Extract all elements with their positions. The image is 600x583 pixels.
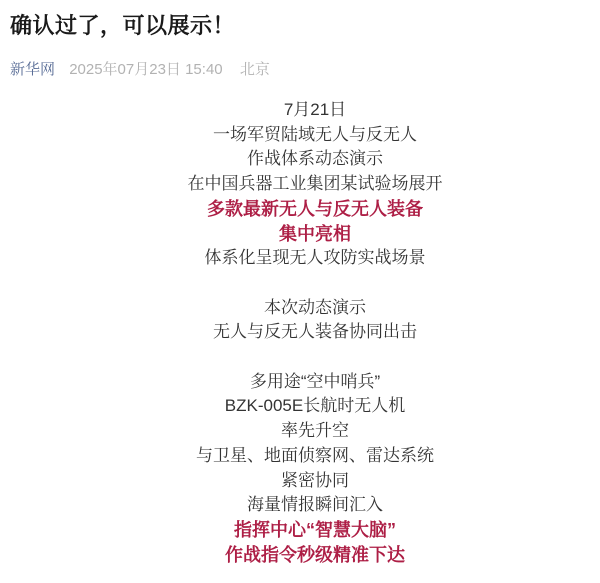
article-meta: [10, 60, 590, 80]
article-line: 紧密协同: [281, 470, 349, 490]
paragraph-gap: [30, 271, 600, 296]
article-line: 作战体系动态演示: [247, 149, 383, 169]
article-body: [0, 98, 600, 567]
article-line: 一场军贸陆域无人与反无人: [213, 124, 417, 144]
article-line: BZK-005E长航时无人机: [224, 396, 406, 416]
article-line-emphasis: 多款最新无人与反无人装备: [207, 198, 423, 219]
article-line: 在中国兵器工业集团某试验场展开: [187, 174, 443, 194]
article-line: 多用途“空中哨兵”: [249, 371, 381, 391]
article-line: 无人与反无人装备协同出击: [213, 322, 417, 342]
paragraph-gap: [30, 345, 600, 370]
article-line: 本次动态演示: [264, 297, 366, 317]
page-title: 确认过了，可以展示！: [10, 13, 236, 38]
publish-date: 2025年07月23日 15:40: [69, 61, 223, 78]
article-line-emphasis: 集中亮相: [279, 223, 351, 244]
article-header: [0, 0, 600, 80]
article-line-emphasis: 指挥中心“智慧大脑”: [234, 519, 396, 540]
article-line: 7月21日: [283, 100, 347, 119]
article-line-emphasis: 作战指令秒级精准下达: [225, 544, 405, 565]
publish-location: 北京: [239, 61, 270, 78]
source-link[interactable]: 新华网: [10, 61, 56, 78]
article-line: 与卫星、地面侦察网、雷达系统: [196, 445, 434, 465]
article-line: 率先升空: [281, 421, 349, 441]
article-line: 体系化呈现无人攻防实战场景: [204, 248, 426, 268]
article-line: 海量情报瞬间汇入: [247, 495, 383, 515]
